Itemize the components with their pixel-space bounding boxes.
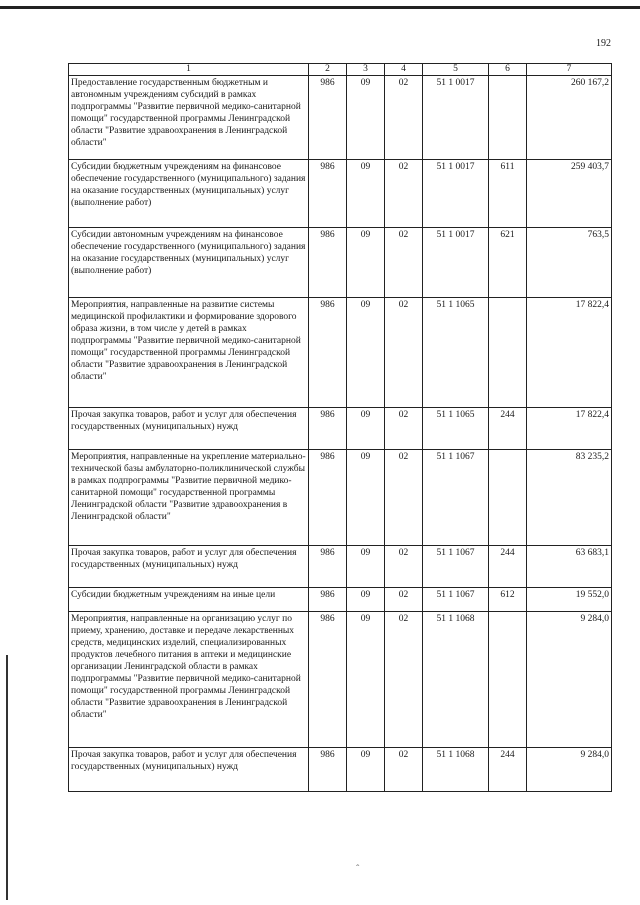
row-expense-type (489, 450, 527, 546)
table-row (69, 228, 612, 298)
table-row (69, 748, 612, 792)
row-target-code: 51 1 0017 (423, 160, 489, 228)
row-description: Прочая закупка товаров, работ и услуг для обеспечения государственных (муниципальных) нужд (69, 408, 309, 450)
header-col-6: 6 (489, 64, 527, 76)
row-target-code: 51 1 1065 (423, 408, 489, 450)
header-col-3: 3 (347, 64, 385, 76)
row-subsection-code: 02 (385, 748, 423, 792)
row-expense-type (489, 612, 527, 748)
row-description: Мероприятия, направленные на организацию услуг по приему, хранению, доставке и передаче лекарственных средств, медицинских изделий, специализированных продуктов лечебного питания в аптеки и медицинские организации Ленинградской области в рамках подпрограммы "Развитие первичной медико-санитарной помощи" государственной программы Ленинградской области "Развитие здравоохранения в Ленинградской области" (69, 612, 309, 748)
table-row (69, 588, 612, 612)
table-header-row (69, 64, 612, 76)
row-subsection-code: 02 (385, 588, 423, 612)
row-expense-type: 621 (489, 228, 527, 298)
bottom-scan-mark: ˆ (356, 864, 360, 875)
row-description: Мероприятия, направленные на укрепление материально-технической базы амбулаторно-поликлинической службы в рамках подпрограммы "Развитие первичной медико-санитарной помощи" государственной программы Ленинградской области "Развитие здравоохранения в Ленинградской области" (69, 450, 309, 546)
table-row (69, 450, 612, 546)
header-col-5: 5 (423, 64, 489, 76)
row-ministry-code: 986 (309, 588, 347, 612)
row-ministry-code: 986 (309, 748, 347, 792)
row-ministry-code: 986 (309, 450, 347, 546)
row-expense-type (489, 76, 527, 160)
row-expense-type: 612 (489, 588, 527, 612)
header-col-7: 7 (527, 64, 612, 76)
row-ministry-code: 986 (309, 76, 347, 160)
row-section-code: 09 (347, 298, 385, 408)
top-border-line (0, 6, 640, 9)
page-number: 192 (596, 38, 611, 49)
row-section-code: 09 (347, 76, 385, 160)
header-col-2: 2 (309, 64, 347, 76)
row-subsection-code: 02 (385, 76, 423, 160)
row-subsection-code: 02 (385, 408, 423, 450)
table-row (69, 408, 612, 450)
row-section-code: 09 (347, 408, 385, 450)
header-col-1: 1 (69, 64, 309, 76)
row-amount: 260 167,2 (527, 76, 612, 160)
row-expense-type: 244 (489, 546, 527, 588)
row-target-code: 51 1 0017 (423, 76, 489, 160)
row-target-code: 51 1 1067 (423, 546, 489, 588)
row-expense-type: 611 (489, 160, 527, 228)
row-subsection-code: 02 (385, 298, 423, 408)
row-section-code: 09 (347, 228, 385, 298)
row-amount: 17 822,4 (527, 298, 612, 408)
row-subsection-code: 02 (385, 450, 423, 546)
row-description: Субсидии бюджетным учреждениям на иные цели (69, 588, 309, 612)
row-expense-type (489, 298, 527, 408)
row-amount: 9 284,0 (527, 748, 612, 792)
row-subsection-code: 02 (385, 612, 423, 748)
row-subsection-code: 02 (385, 160, 423, 228)
row-expense-type: 244 (489, 748, 527, 792)
row-section-code: 09 (347, 588, 385, 612)
budget-table (68, 63, 612, 792)
row-description: Субсидии автономным учреждениям на финансовое обеспечение государственного (муниципального) задания на оказание государственных (муниципальных) услуг (выполнение работ) (69, 228, 309, 298)
row-subsection-code: 02 (385, 228, 423, 298)
row-description: Субсидии бюджетным учреждениям на финансовое обеспечение государственного (муниципального) задания на оказание государственных (муниципальных) услуг (выполнение работ) (69, 160, 309, 228)
row-section-code: 09 (347, 160, 385, 228)
row-amount: 763,5 (527, 228, 612, 298)
row-ministry-code: 986 (309, 298, 347, 408)
row-target-code: 51 1 1068 (423, 612, 489, 748)
table-row (69, 298, 612, 408)
row-ministry-code: 986 (309, 160, 347, 228)
row-description: Предоставление государственным бюджетным и автономным учреждениям субсидий в рамках подпрограммы "Развитие первичной медико-санитарной помощи" государственной программы Ленинградской области "Развитие здравоохранения в Ленинградской области" (69, 76, 309, 160)
row-amount: 19 552,0 (527, 588, 612, 612)
row-section-code: 09 (347, 748, 385, 792)
row-section-code: 09 (347, 612, 385, 748)
row-amount: 259 403,7 (527, 160, 612, 228)
row-section-code: 09 (347, 546, 385, 588)
row-section-code: 09 (347, 450, 385, 546)
row-amount: 9 284,0 (527, 612, 612, 748)
row-amount: 83 235,2 (527, 450, 612, 546)
row-target-code: 51 1 0017 (423, 228, 489, 298)
row-target-code: 51 1 1065 (423, 298, 489, 408)
table-row (69, 612, 612, 748)
row-ministry-code: 986 (309, 228, 347, 298)
row-ministry-code: 986 (309, 408, 347, 450)
table-row (69, 160, 612, 228)
left-margin-mark (6, 655, 8, 900)
row-description: Прочая закупка товаров, работ и услуг для обеспечения государственных (муниципальных) нужд (69, 546, 309, 588)
row-expense-type: 244 (489, 408, 527, 450)
row-ministry-code: 986 (309, 612, 347, 748)
row-description: Мероприятия, направленные на развитие системы медицинской профилактики и формирование здорового образа жизни, в том числе у детей в рамках подпрограммы "Развитие первичной медико-санитарной помощи" государственной программы Ленинградской области "Развитие здравоохранения в Ленинградской области" (69, 298, 309, 408)
row-amount: 17 822,4 (527, 408, 612, 450)
table-row (69, 76, 612, 160)
row-amount: 63 683,1 (527, 546, 612, 588)
row-subsection-code: 02 (385, 546, 423, 588)
header-col-4: 4 (385, 64, 423, 76)
row-description: Прочая закупка товаров, работ и услуг для обеспечения государственных (муниципальных) нужд (69, 748, 309, 792)
row-target-code: 51 1 1067 (423, 450, 489, 546)
row-ministry-code: 986 (309, 546, 347, 588)
table-row (69, 546, 612, 588)
row-target-code: 51 1 1067 (423, 588, 489, 612)
row-target-code: 51 1 1068 (423, 748, 489, 792)
